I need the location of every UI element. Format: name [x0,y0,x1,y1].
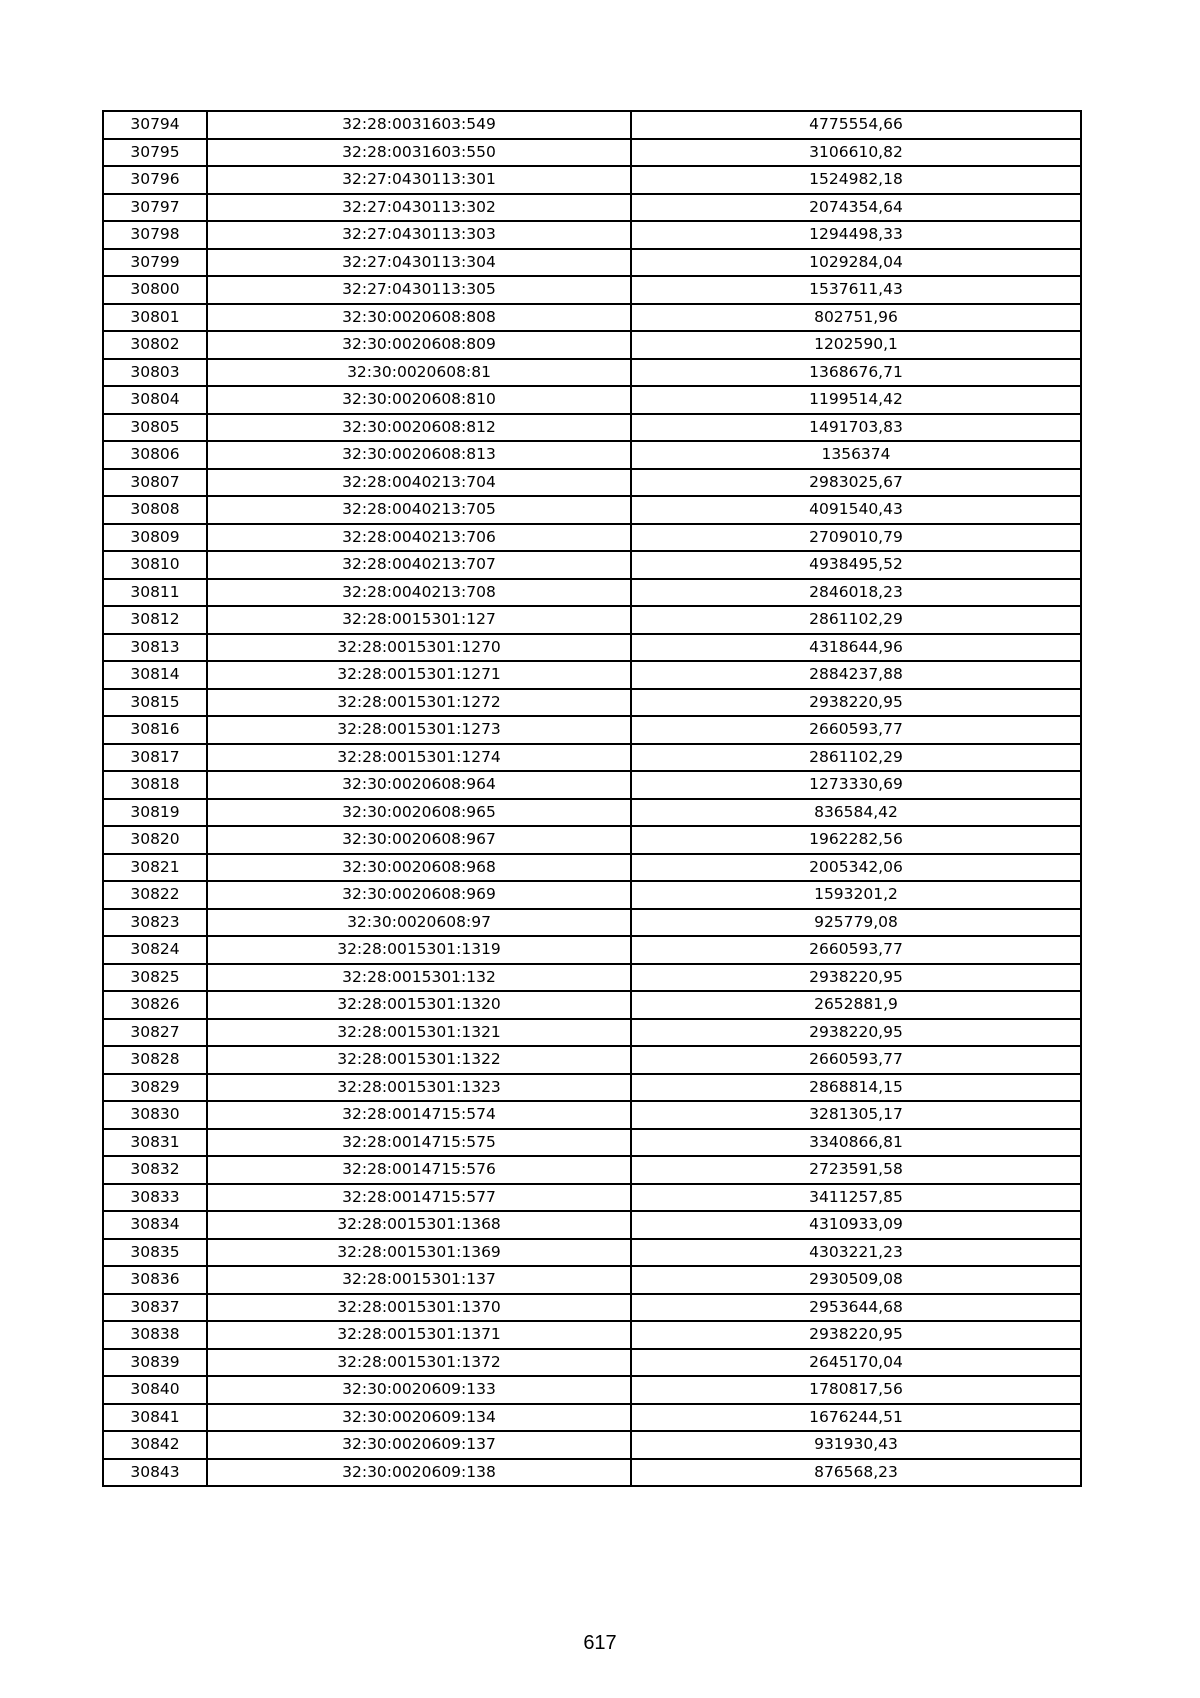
cadastral-value-cell: 4091540,43 [631,496,1081,524]
cadastral-number-cell: 32:30:0020608:81 [207,359,631,387]
row-number-cell: 30806 [103,441,207,469]
cadastral-value-cell: 2861102,29 [631,744,1081,772]
table-row [103,1156,1081,1184]
table-row [103,249,1081,277]
table-row [103,221,1081,249]
cadastral-number-cell: 32:28:0015301:1368 [207,1211,631,1239]
row-number-cell: 30798 [103,221,207,249]
cadastral-number-cell: 32:28:0015301:1321 [207,1019,631,1047]
row-number-cell: 30802 [103,331,207,359]
table-row [103,826,1081,854]
row-number-cell: 30808 [103,496,207,524]
row-number-cell: 30818 [103,771,207,799]
row-number-cell: 30800 [103,276,207,304]
cadastral-value-cell: 1962282,56 [631,826,1081,854]
cadastral-value-cell: 2868814,15 [631,1074,1081,1102]
cadastral-value-cell: 1368676,71 [631,359,1081,387]
cadastral-number-cell: 32:30:0020608:810 [207,386,631,414]
row-number-cell: 30812 [103,606,207,634]
table-row [103,716,1081,744]
cadastral-number-cell: 32:30:0020608:808 [207,304,631,332]
table-row [103,1294,1081,1322]
cadastral-value-cell: 2861102,29 [631,606,1081,634]
cadastral-value-cell: 836584,42 [631,799,1081,827]
row-number-cell: 30822 [103,881,207,909]
cadastral-value-cell: 2846018,23 [631,579,1081,607]
table-row [103,1404,1081,1432]
cadastral-value-cell: 2074354,64 [631,194,1081,222]
cadastral-value-cell: 4938495,52 [631,551,1081,579]
table-row [103,991,1081,1019]
cadastral-number-cell: 32:30:0020608:97 [207,909,631,937]
cadastral-value-cell: 876568,23 [631,1459,1081,1487]
cadastral-value-cell: 2645170,04 [631,1349,1081,1377]
cadastral-value-cell: 2938220,95 [631,964,1081,992]
row-number-cell: 30820 [103,826,207,854]
row-number-cell: 30811 [103,579,207,607]
cadastral-value-cell: 2652881,9 [631,991,1081,1019]
cadastral-number-cell: 32:30:0020609:134 [207,1404,631,1432]
cadastral-number-cell: 32:28:0015301:1370 [207,1294,631,1322]
cadastral-number-cell: 32:28:0014715:576 [207,1156,631,1184]
table-row [103,689,1081,717]
cadastral-value-cell: 802751,96 [631,304,1081,332]
cadastral-number-cell: 32:28:0015301:127 [207,606,631,634]
cadastral-number-cell: 32:28:0015301:137 [207,1266,631,1294]
row-number-cell: 30831 [103,1129,207,1157]
row-number-cell: 30795 [103,139,207,167]
cadastral-value-cell: 1676244,51 [631,1404,1081,1432]
row-number-cell: 30796 [103,166,207,194]
row-number-cell: 30823 [103,909,207,937]
row-number-cell: 30836 [103,1266,207,1294]
cadastral-number-cell: 32:28:0015301:1369 [207,1239,631,1267]
cadastral-number-cell: 32:28:0031603:550 [207,139,631,167]
table-row [103,1129,1081,1157]
cadastral-value-cell: 2983025,67 [631,469,1081,497]
table-row [103,1074,1081,1102]
table-row [103,1431,1081,1459]
row-number-cell: 30825 [103,964,207,992]
cadastral-value-cell: 931930,43 [631,1431,1081,1459]
cadastral-value-cell: 925779,08 [631,909,1081,937]
cadastral-number-cell: 32:28:0014715:577 [207,1184,631,1212]
cadastral-value-cell: 1202590,1 [631,331,1081,359]
cadastral-number-cell: 32:28:0015301:1322 [207,1046,631,1074]
cadastral-number-cell: 32:27:0430113:302 [207,194,631,222]
cadastral-number-cell: 32:28:0015301:1371 [207,1321,631,1349]
cadastral-value-cell: 2938220,95 [631,1019,1081,1047]
row-number-cell: 30837 [103,1294,207,1322]
table-row [103,909,1081,937]
page-number: 617 [583,1632,617,1654]
table-row [103,1101,1081,1129]
cadastral-number-cell: 32:28:0031603:549 [207,111,631,139]
cadastral-value-cell: 1780817,56 [631,1376,1081,1404]
cadastral-number-cell: 32:28:0015301:1320 [207,991,631,1019]
table-row [103,854,1081,882]
cadastral-number-cell: 32:30:0020608:812 [207,414,631,442]
table-row [103,661,1081,689]
row-number-cell: 30805 [103,414,207,442]
cadastral-value-cell: 2005342,06 [631,854,1081,882]
cadastral-value-cell: 2660593,77 [631,716,1081,744]
table-row [103,1266,1081,1294]
row-number-cell: 30843 [103,1459,207,1487]
cadastral-value-cell: 2953644,68 [631,1294,1081,1322]
table-row [103,771,1081,799]
cadastral-value-cell: 2938220,95 [631,689,1081,717]
row-number-cell: 30838 [103,1321,207,1349]
cadastral-value-cell: 1356374 [631,441,1081,469]
table-row [103,1211,1081,1239]
cadastral-number-cell: 32:28:0014715:575 [207,1129,631,1157]
row-number-cell: 30834 [103,1211,207,1239]
table-row [103,386,1081,414]
table-row [103,359,1081,387]
cadastral-number-cell: 32:28:0040213:706 [207,524,631,552]
table-row [103,276,1081,304]
row-number-cell: 30813 [103,634,207,662]
row-number-cell: 30826 [103,991,207,1019]
cadastral-value-cell: 1524982,18 [631,166,1081,194]
cadastral-value-table [102,110,1082,1487]
cadastral-number-cell: 32:30:0020608:809 [207,331,631,359]
table-row [103,1046,1081,1074]
cadastral-value-cell: 3411257,85 [631,1184,1081,1212]
row-number-cell: 30809 [103,524,207,552]
cadastral-number-cell: 32:28:0040213:707 [207,551,631,579]
cadastral-number-cell: 32:28:0015301:1271 [207,661,631,689]
row-number-cell: 30829 [103,1074,207,1102]
table-row [103,744,1081,772]
table-row [103,579,1081,607]
row-number-cell: 30814 [103,661,207,689]
table-row [103,441,1081,469]
row-number-cell: 30830 [103,1101,207,1129]
table-row [103,304,1081,332]
cadastral-number-cell: 32:30:0020608:964 [207,771,631,799]
cadastral-number-cell: 32:27:0430113:304 [207,249,631,277]
cadastral-number-cell: 32:28:0040213:705 [207,496,631,524]
row-number-cell: 30810 [103,551,207,579]
cadastral-value-cell: 2723591,58 [631,1156,1081,1184]
cadastral-value-cell: 2930509,08 [631,1266,1081,1294]
cadastral-number-cell: 32:28:0040213:704 [207,469,631,497]
cadastral-number-cell: 32:27:0430113:303 [207,221,631,249]
cadastral-number-cell: 32:28:0014715:574 [207,1101,631,1129]
table-row [103,1349,1081,1377]
cadastral-number-cell: 32:30:0020609:138 [207,1459,631,1487]
cadastral-value-cell: 1491703,83 [631,414,1081,442]
cadastral-number-cell: 32:27:0430113:301 [207,166,631,194]
cadastral-value-cell: 4775554,66 [631,111,1081,139]
cadastral-number-cell: 32:30:0020609:133 [207,1376,631,1404]
row-number-cell: 30840 [103,1376,207,1404]
cadastral-number-cell: 32:28:0015301:1273 [207,716,631,744]
row-number-cell: 30816 [103,716,207,744]
row-number-cell: 30842 [103,1431,207,1459]
table-row [103,881,1081,909]
row-number-cell: 30804 [103,386,207,414]
cadastral-value-cell: 2884237,88 [631,661,1081,689]
cadastral-number-cell: 32:28:0015301:1372 [207,1349,631,1377]
cadastral-number-cell: 32:30:0020608:813 [207,441,631,469]
cadastral-number-cell: 32:28:0015301:132 [207,964,631,992]
cadastral-value-cell: 1294498,33 [631,221,1081,249]
cadastral-value-cell: 2938220,95 [631,1321,1081,1349]
table-row [103,936,1081,964]
cadastral-value-cell: 1273330,69 [631,771,1081,799]
cadastral-number-cell: 32:30:0020608:965 [207,799,631,827]
table-row [103,551,1081,579]
table-row [103,1019,1081,1047]
row-number-cell: 30815 [103,689,207,717]
cadastral-value-cell: 4318644,96 [631,634,1081,662]
cadastral-value-cell: 3340866,81 [631,1129,1081,1157]
table-row [103,1376,1081,1404]
row-number-cell: 30835 [103,1239,207,1267]
row-number-cell: 30817 [103,744,207,772]
row-number-cell: 30821 [103,854,207,882]
cadastral-number-cell: 32:28:0015301:1274 [207,744,631,772]
table-row [103,194,1081,222]
table-row [103,799,1081,827]
row-number-cell: 30819 [103,799,207,827]
table-row [103,331,1081,359]
table-row [103,1184,1081,1212]
row-number-cell: 30797 [103,194,207,222]
table-row [103,634,1081,662]
cadastral-value-cell: 4303221,23 [631,1239,1081,1267]
table-row [103,964,1081,992]
row-number-cell: 30833 [103,1184,207,1212]
row-number-cell: 30799 [103,249,207,277]
cadastral-number-cell: 32:28:0015301:1270 [207,634,631,662]
row-number-cell: 30832 [103,1156,207,1184]
row-number-cell: 30794 [103,111,207,139]
cadastral-value-cell: 3281305,17 [631,1101,1081,1129]
table-row [103,1321,1081,1349]
cadastral-value-cell: 1593201,2 [631,881,1081,909]
table-row [103,166,1081,194]
cadastral-number-cell: 32:28:0015301:1272 [207,689,631,717]
row-number-cell: 30828 [103,1046,207,1074]
row-number-cell: 30801 [103,304,207,332]
table-row [103,414,1081,442]
cadastral-value-cell: 2660593,77 [631,936,1081,964]
cadastral-number-cell: 32:30:0020608:968 [207,854,631,882]
table-row [103,139,1081,167]
row-number-cell: 30824 [103,936,207,964]
cadastral-number-cell: 32:28:0015301:1323 [207,1074,631,1102]
cadastral-number-cell: 32:30:0020608:969 [207,881,631,909]
table-row [103,496,1081,524]
row-number-cell: 30841 [103,1404,207,1432]
cadastral-number-cell: 32:30:0020608:967 [207,826,631,854]
table-row [103,1459,1081,1487]
table-row [103,524,1081,552]
cadastral-number-cell: 32:28:0040213:708 [207,579,631,607]
row-number-cell: 30803 [103,359,207,387]
table-row [103,111,1081,139]
table-row [103,606,1081,634]
cadastral-value-cell: 2709010,79 [631,524,1081,552]
cadastral-value-cell: 3106610,82 [631,139,1081,167]
cadastral-value-cell: 4310933,09 [631,1211,1081,1239]
row-number-cell: 30839 [103,1349,207,1377]
cadastral-value-cell: 1537611,43 [631,276,1081,304]
cadastral-value-cell: 1199514,42 [631,386,1081,414]
cadastral-number-cell: 32:30:0020609:137 [207,1431,631,1459]
cadastral-number-cell: 32:27:0430113:305 [207,276,631,304]
cadastral-value-cell: 2660593,77 [631,1046,1081,1074]
row-number-cell: 30827 [103,1019,207,1047]
table-row [103,1239,1081,1267]
cadastral-value-cell: 1029284,04 [631,249,1081,277]
table-row [103,469,1081,497]
table-body [103,111,1081,1486]
row-number-cell: 30807 [103,469,207,497]
cadastral-number-cell: 32:28:0015301:1319 [207,936,631,964]
